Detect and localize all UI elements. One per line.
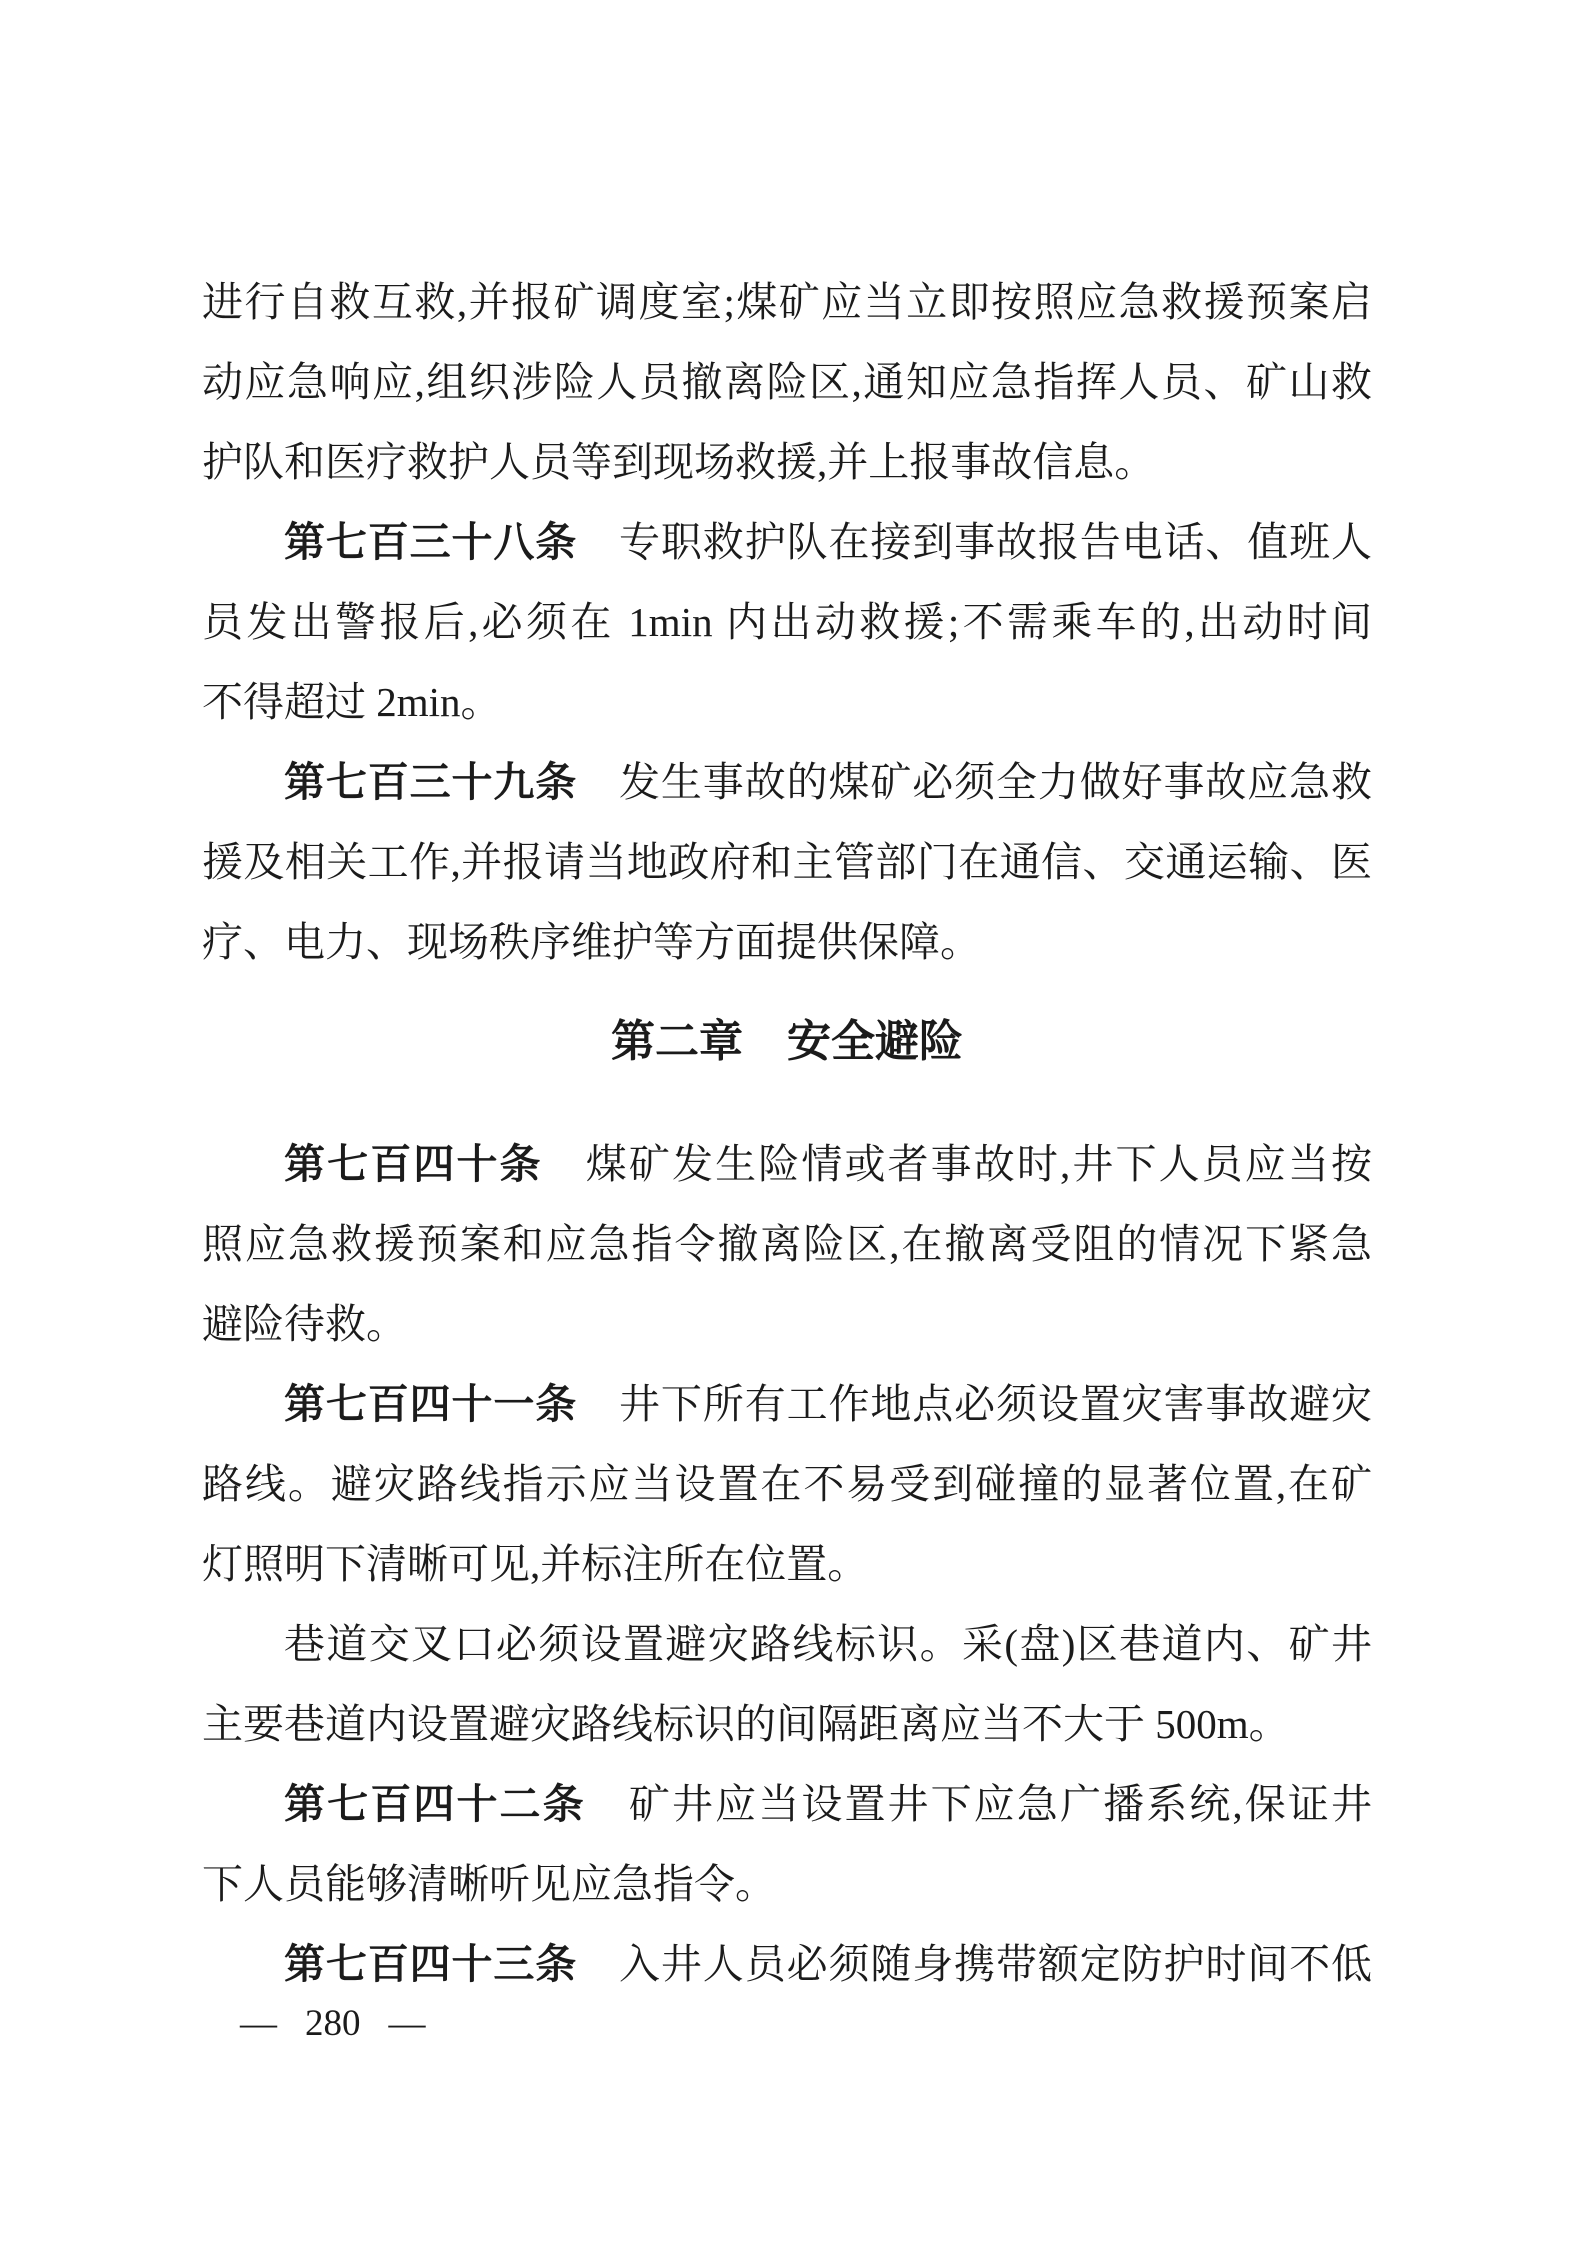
footer-dash-right: — (388, 2002, 426, 2044)
line-text: 井下所有工作地点必须设置灾害事故避灾 (577, 1381, 1373, 1427)
line-text: 发生事故的煤矿必须全力做好事故应急救 (577, 759, 1373, 805)
line-text: 下人员能够清晰听见应急指令。 (202, 1861, 776, 1907)
text-line-article-740 (202, 1124, 1372, 1204)
line-text: 入井人员必须随身携带额定防护时间不低 (577, 1941, 1373, 1987)
article-number: 第七百三十八条 (284, 519, 578, 565)
chapter-title: 安全避险 (787, 1017, 963, 1066)
line-text: 主要巷道内设置避灾路线标识的间隔距离应当不大于 500m。 (202, 1701, 1290, 1747)
line-text: 灯照明下清晰可见,并标注所在位置。 (202, 1541, 869, 1587)
page-number: 280 (305, 2002, 361, 2044)
line-text: 护队和医疗救护人员等到现场救援,并上报事故信息。 (202, 439, 1156, 485)
article-number: 第七百四十三条 (284, 1941, 578, 1987)
page-footer (240, 2001, 426, 2045)
chapter-heading (202, 1002, 1372, 1082)
line-text: 动应急响应,组织涉险人员撤离险区,通知应急指挥人员、矿山救 (202, 359, 1372, 405)
text-line (202, 902, 1372, 982)
line-text: 进行自救互救,并报矿调度室;煤矿应当立即按照应急救援预案启 (202, 279, 1372, 325)
text-line (202, 1604, 1372, 1684)
article-number: 第七百三十九条 (284, 759, 578, 805)
article-number: 第七百四十条 (284, 1141, 543, 1187)
text-line (202, 1844, 1372, 1924)
line-text: 员发出警报后,必须在 1min 内出动救援;不需乘车的,出动时间 (202, 599, 1372, 645)
text-line-article-741 (202, 1364, 1372, 1444)
text-line (202, 1524, 1372, 1604)
line-text: 路线。避灾路线指示应当设置在不易受到碰撞的显著位置,在矿 (202, 1461, 1372, 1507)
text-line-article-739 (202, 742, 1372, 822)
article-number: 第七百四十一条 (284, 1381, 578, 1427)
line-text: 照应急救援预案和应急指令撤离险区,在撤离受阻的情况下紧急 (202, 1221, 1372, 1267)
text-line-article-738 (202, 502, 1372, 582)
footer-dash-left: — (240, 2002, 277, 2044)
line-text: 不得超过 2min。 (202, 679, 502, 725)
text-line (202, 262, 1372, 342)
body-text (202, 262, 1372, 2004)
chapter-label: 第二章 (611, 1017, 743, 1066)
line-text: 援及相关工作,并报请当地政府和主管部门在通信、交通运输、医 (202, 839, 1372, 885)
line-text: 避险待救。 (202, 1301, 407, 1347)
text-line (202, 1284, 1372, 1364)
text-line (202, 342, 1372, 422)
text-line (202, 1204, 1372, 1284)
line-text: 煤矿发生险情或者事故时,井下人员应当按 (542, 1141, 1373, 1187)
text-line (202, 822, 1372, 902)
text-line (202, 582, 1372, 662)
line-text: 矿井应当设置井下应急广播系统,保证井 (585, 1781, 1373, 1827)
text-line (202, 662, 1372, 742)
line-text: 巷道交叉口必须设置避灾路线标识。采(盘)区巷道内、矿井 (284, 1621, 1372, 1667)
text-line-article-742 (202, 1764, 1372, 1844)
line-text: 专职救护队在接到事故报告电话、值班人 (577, 519, 1373, 565)
line-text: 疗、电力、现场秩序维护等方面提供保障。 (202, 919, 981, 965)
text-line-article-743 (202, 1924, 1372, 2004)
article-number: 第七百四十二条 (284, 1781, 586, 1827)
text-line (202, 422, 1372, 502)
text-line (202, 1444, 1372, 1524)
text-line (202, 1684, 1372, 1764)
